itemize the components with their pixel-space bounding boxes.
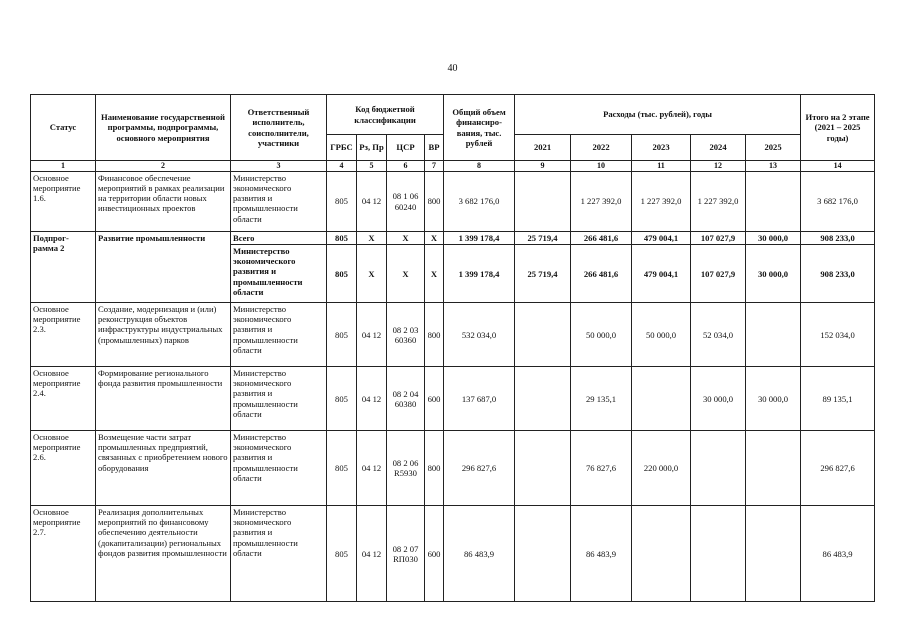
grbs-cell: 805 xyxy=(327,506,357,602)
header-budget-code: Код бюджетной классификации xyxy=(327,95,444,135)
year-2024-cell: 107 027,9 xyxy=(691,245,746,303)
table-row xyxy=(31,431,875,506)
column-number: 4 xyxy=(327,161,357,172)
total-cell: 137 687,0 xyxy=(444,367,515,431)
column-number: 14 xyxy=(801,161,875,172)
vr-cell: 600 xyxy=(425,367,444,431)
table-row xyxy=(31,367,875,431)
total-cell: 296 827,6 xyxy=(444,431,515,506)
responsible-cell: Министерство экономического развития и промышленности области xyxy=(231,172,327,232)
total-cell: 3 682 176,0 xyxy=(444,172,515,232)
total-cell: 1 399 178,4 xyxy=(444,245,515,303)
responsible-cell: Министерство экономического развития и промышленности области xyxy=(231,303,327,367)
header-rzpr: Рз, Пр xyxy=(357,135,387,161)
column-number: 6 xyxy=(387,161,425,172)
year-2022-cell: 266 481,6 xyxy=(571,245,632,303)
year-2025-cell: 30 000,0 xyxy=(746,232,801,245)
name-cell: Создание, модернизация и (или) реконструкция объектов инфраструктуры индустриальных (промышленных) парков xyxy=(96,303,231,367)
responsible-cell: Министерство экономического развития и промышленности области xyxy=(231,506,327,602)
header-stage-total: Итого на 2 этапе (2021 – 2025 годы) xyxy=(801,95,875,161)
year-2022-cell: 1 227 392,0 xyxy=(571,172,632,232)
header-status: Статус xyxy=(31,95,96,161)
status-cell: Основное мероприятие 2.4. xyxy=(31,367,96,431)
table-row xyxy=(31,232,875,245)
year-2024-cell xyxy=(691,506,746,602)
header-year-2024: 2024 xyxy=(691,135,746,161)
grbs-cell: 805 xyxy=(327,245,357,303)
year-2023-cell: 50 000,0 xyxy=(632,303,691,367)
column-number: 2 xyxy=(96,161,231,172)
responsible-cell: Министерство экономического развития и промышленности области xyxy=(231,245,327,303)
status-cell: Основное мероприятие 2.7. xyxy=(31,506,96,602)
rzpr-cell: X xyxy=(357,245,387,303)
column-number: 9 xyxy=(515,161,571,172)
year-2022-cell: 266 481,6 xyxy=(571,232,632,245)
year-2021-cell xyxy=(515,367,571,431)
header-expenses: Расходы (тыс. рублей), годы xyxy=(515,95,801,135)
column-number: 7 xyxy=(425,161,444,172)
year-2021-cell xyxy=(515,303,571,367)
header-responsible: Ответственный исполнитель, соисполнители, участники xyxy=(231,95,327,161)
grbs-cell: 805 xyxy=(327,232,357,245)
table-row xyxy=(31,506,875,602)
header-vr: ВР xyxy=(425,135,444,161)
csr-cell: 08 2 07 RП030 xyxy=(387,506,425,602)
year-2025-cell xyxy=(746,431,801,506)
year-2024-cell xyxy=(691,431,746,506)
column-number: 13 xyxy=(746,161,801,172)
status-cell: Основное мероприятие 2.3. xyxy=(31,303,96,367)
csr-cell: 08 2 04 60380 xyxy=(387,367,425,431)
column-number-row xyxy=(31,161,875,172)
year-2023-cell: 1 227 392,0 xyxy=(632,172,691,232)
year-2023-cell: 220 000,0 xyxy=(632,431,691,506)
csr-cell: 08 1 06 60240 xyxy=(387,172,425,232)
column-number: 12 xyxy=(691,161,746,172)
name-cell: Формирование регионального фонда развития промышленности xyxy=(96,367,231,431)
stage-total-cell: 296 827,6 xyxy=(801,431,875,506)
column-number: 3 xyxy=(231,161,327,172)
total-cell: 532 034,0 xyxy=(444,303,515,367)
year-2025-cell xyxy=(746,172,801,232)
csr-cell: X xyxy=(387,245,425,303)
column-number: 1 xyxy=(31,161,96,172)
year-2021-cell xyxy=(515,172,571,232)
stage-total-cell: 908 233,0 xyxy=(801,232,875,245)
table-header xyxy=(31,95,875,172)
name-cell: Финансовое обеспечение мероприятий в рамках реализации на территории области новых инвестиционных проектов xyxy=(96,172,231,232)
year-2024-cell: 30 000,0 xyxy=(691,367,746,431)
year-2024-cell: 107 027,9 xyxy=(691,232,746,245)
csr-cell: 08 2 03 60360 xyxy=(387,303,425,367)
year-2022-cell: 86 483,9 xyxy=(571,506,632,602)
responsible-cell: Министерство экономического развития и промышленности области xyxy=(231,367,327,431)
budget-table xyxy=(30,94,875,602)
header-year-2023: 2023 xyxy=(632,135,691,161)
csr-cell: X xyxy=(387,232,425,245)
year-2023-cell xyxy=(632,367,691,431)
vr-cell: 800 xyxy=(425,431,444,506)
vr-cell: 600 xyxy=(425,506,444,602)
total-cell: 1 399 178,4 xyxy=(444,232,515,245)
total-cell: 86 483,9 xyxy=(444,506,515,602)
grbs-cell: 805 xyxy=(327,172,357,232)
header-year-2022: 2022 xyxy=(571,135,632,161)
rzpr-cell: 04 12 xyxy=(357,172,387,232)
year-2025-cell xyxy=(746,303,801,367)
year-2025-cell xyxy=(746,506,801,602)
column-number: 11 xyxy=(632,161,691,172)
year-2024-cell: 1 227 392,0 xyxy=(691,172,746,232)
year-2024-cell: 52 034,0 xyxy=(691,303,746,367)
vr-cell: 800 xyxy=(425,303,444,367)
column-number: 5 xyxy=(357,161,387,172)
rzpr-cell: 04 12 xyxy=(357,431,387,506)
responsible-cell: Всего xyxy=(231,232,327,245)
column-number: 10 xyxy=(571,161,632,172)
header-name: Наименование государственной программы, подпрограммы, основного мероприятия xyxy=(96,95,231,161)
responsible-cell: Министерство экономического развития и промышленности области xyxy=(231,431,327,506)
year-2025-cell: 30 000,0 xyxy=(746,245,801,303)
vr-cell: X xyxy=(425,232,444,245)
year-2021-cell xyxy=(515,431,571,506)
stage-total-cell: 152 034,0 xyxy=(801,303,875,367)
table-row xyxy=(31,172,875,232)
year-2021-cell xyxy=(515,506,571,602)
name-cell: Реализация дополнительных мероприятий по финансовому обеспечению деятельности (докапитализации) региональных фондов развития промышленности xyxy=(96,506,231,602)
stage-total-cell: 3 682 176,0 xyxy=(801,172,875,232)
rzpr-cell: 04 12 xyxy=(357,303,387,367)
status-cell: Основное мероприятие 2.6. xyxy=(31,431,96,506)
name-cell: Возмещение части затрат промышленных предприятий, связанных с приобретением нового оборудования xyxy=(96,431,231,506)
table-row xyxy=(31,303,875,367)
vr-cell: 800 xyxy=(425,172,444,232)
grbs-cell: 805 xyxy=(327,303,357,367)
column-number: 8 xyxy=(444,161,515,172)
rzpr-cell: 04 12 xyxy=(357,506,387,602)
stage-total-cell: 908 233,0 xyxy=(801,245,875,303)
grbs-cell: 805 xyxy=(327,367,357,431)
grbs-cell: 805 xyxy=(327,431,357,506)
year-2025-cell: 30 000,0 xyxy=(746,367,801,431)
year-2021-cell: 25 719,4 xyxy=(515,232,571,245)
year-2023-cell: 479 004,1 xyxy=(632,232,691,245)
page-number: 40 xyxy=(447,63,458,74)
status-cell: Подпрог-рамма 2 xyxy=(31,232,96,303)
name-cell: Развитие промышленности xyxy=(96,232,231,303)
header-year-2025: 2025 xyxy=(746,135,801,161)
year-2023-cell xyxy=(632,506,691,602)
header-csr: ЦСР xyxy=(387,135,425,161)
year-2022-cell: 76 827,6 xyxy=(571,431,632,506)
header-total: Общий объем финансиро-вания, тыс. рублей xyxy=(444,95,515,161)
stage-total-cell: 86 483,9 xyxy=(801,506,875,602)
stage-total-cell: 89 135,1 xyxy=(801,367,875,431)
year-2023-cell: 479 004,1 xyxy=(632,245,691,303)
vr-cell: X xyxy=(425,245,444,303)
csr-cell: 08 2 06 R5930 xyxy=(387,431,425,506)
header-year-2021: 2021 xyxy=(515,135,571,161)
rzpr-cell: 04 12 xyxy=(357,367,387,431)
year-2021-cell: 25 719,4 xyxy=(515,245,571,303)
rzpr-cell: X xyxy=(357,232,387,245)
status-cell: Основное мероприятие 1.6. xyxy=(31,172,96,232)
header-grbs: ГРБС xyxy=(327,135,357,161)
year-2022-cell: 29 135,1 xyxy=(571,367,632,431)
year-2022-cell: 50 000,0 xyxy=(571,303,632,367)
